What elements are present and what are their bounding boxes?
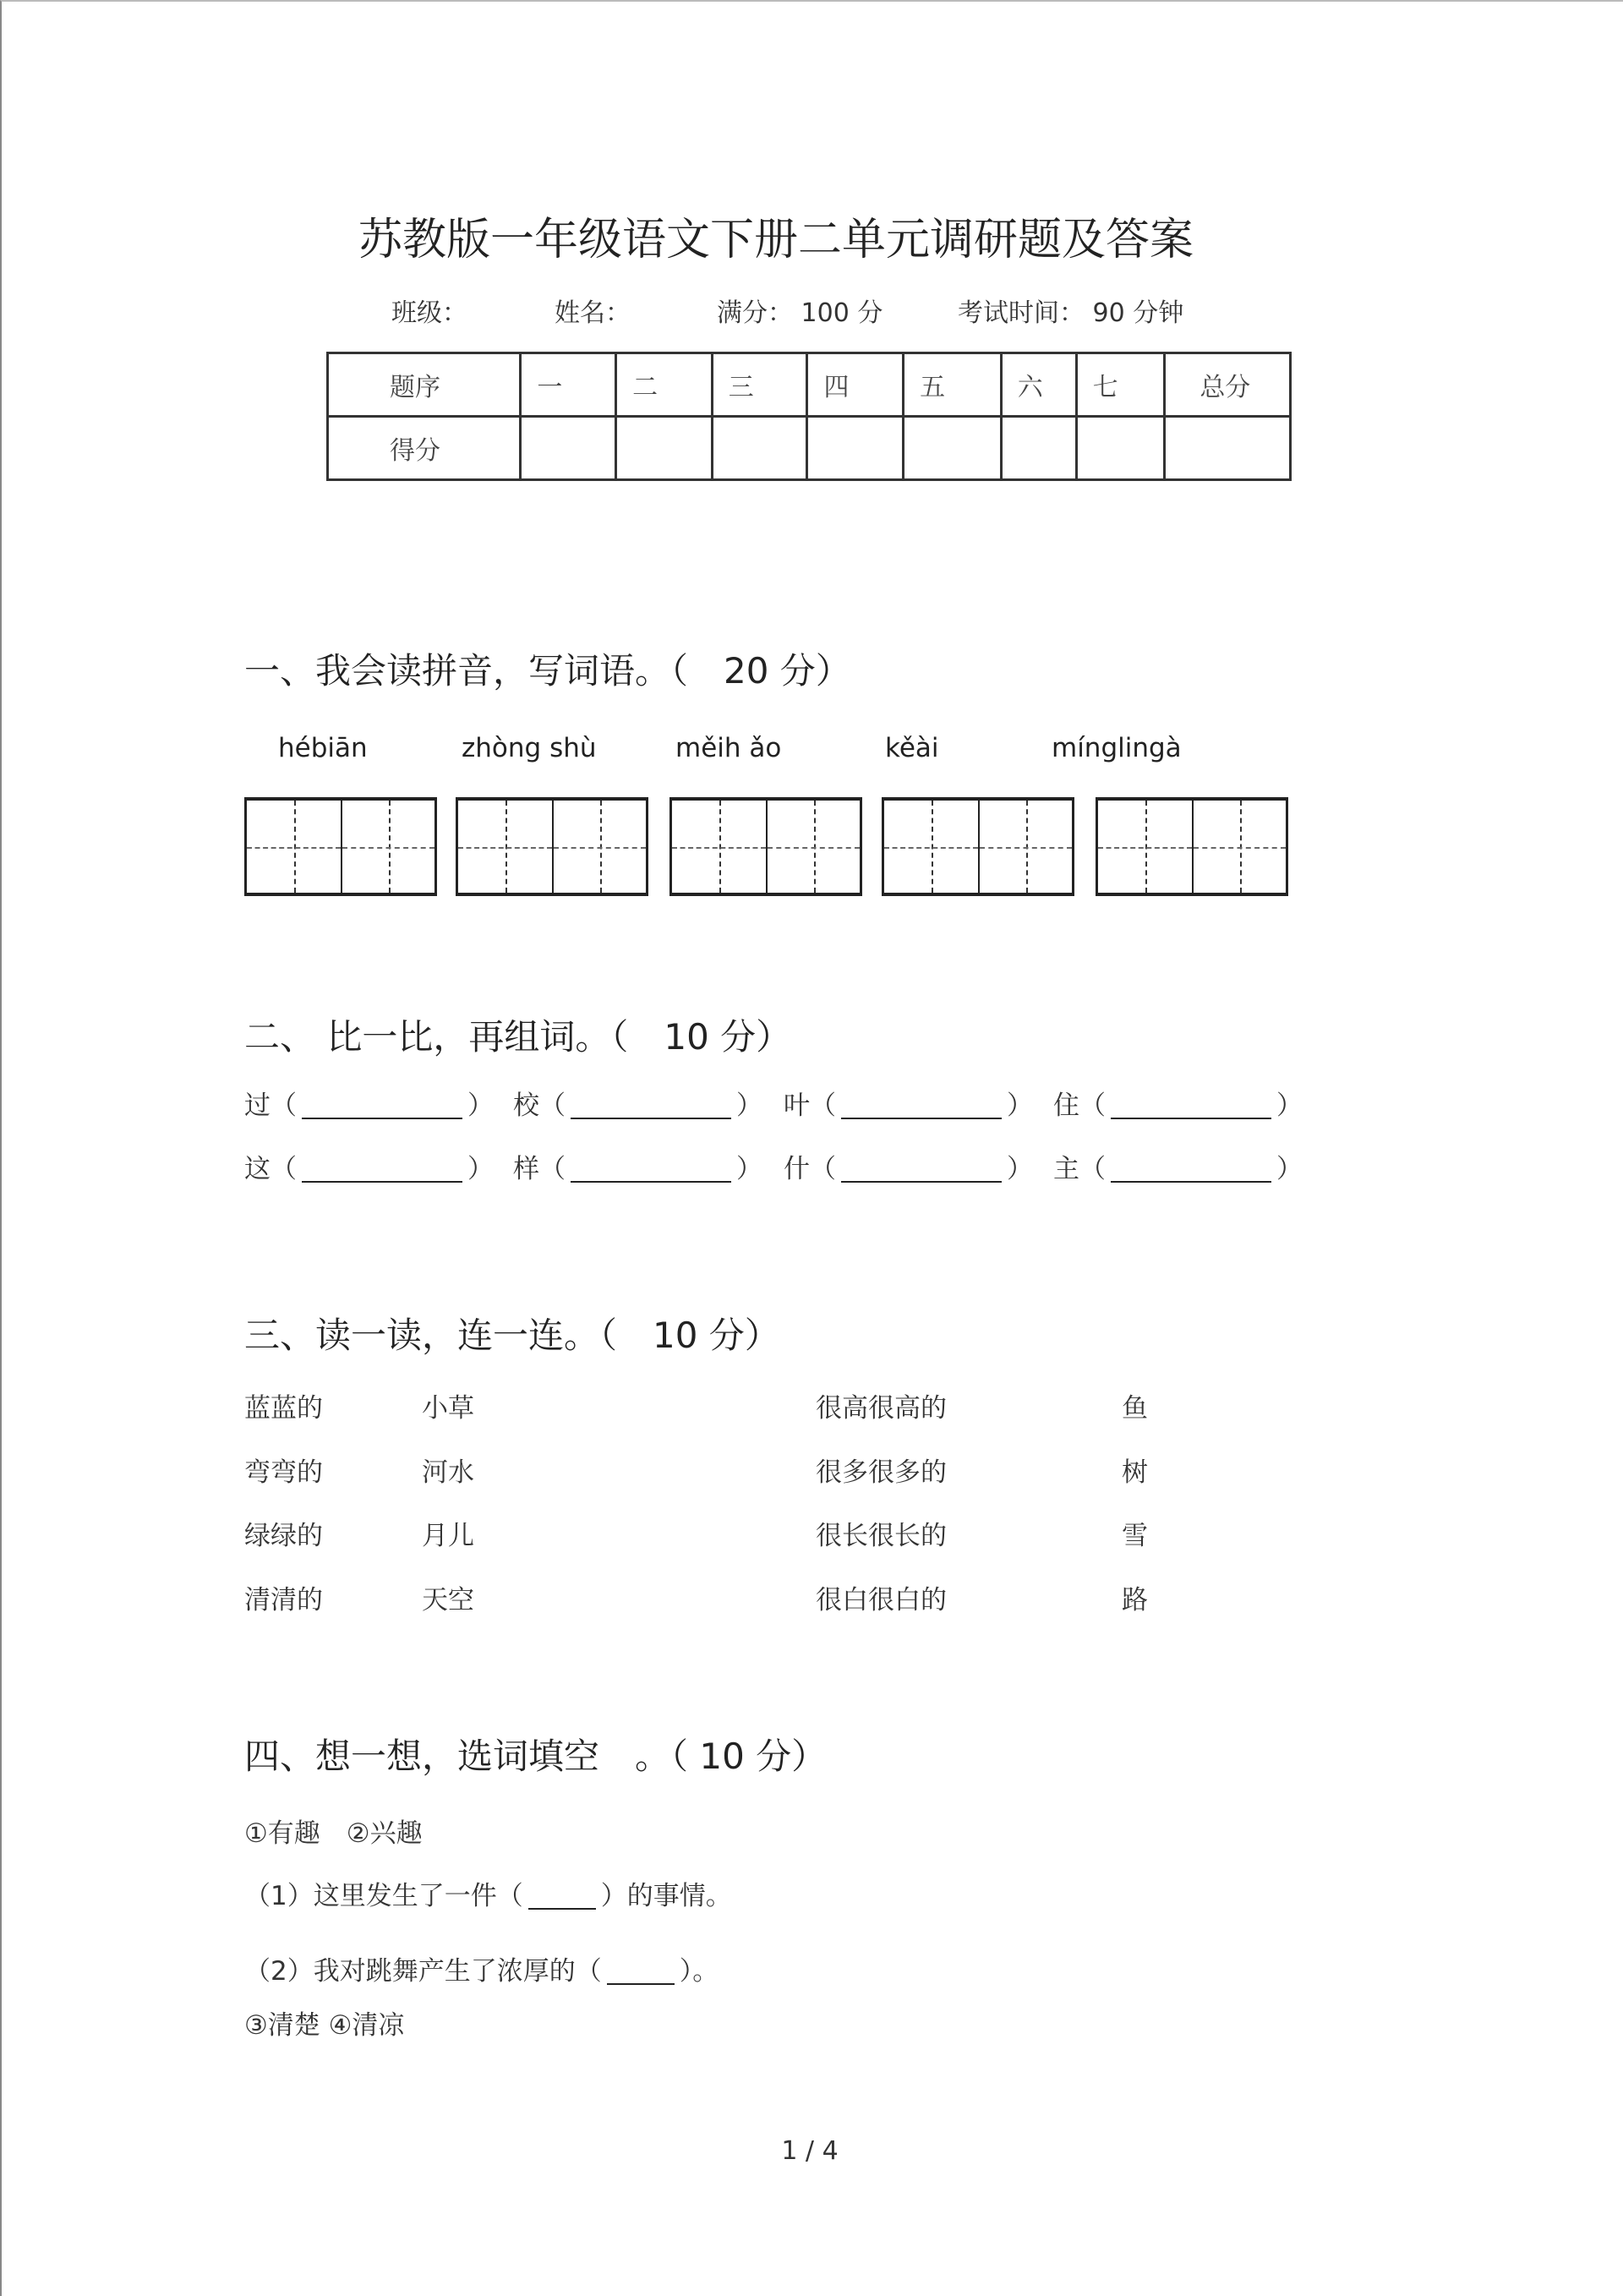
- match-item-left-b[interactable]: 天空: [422, 1585, 474, 1615]
- writing-grid[interactable]: [1096, 797, 1288, 896]
- answer-blank[interactable]: [571, 1157, 731, 1183]
- header-cell: 四: [807, 353, 904, 417]
- pinyin-5: mínglingà: [1052, 733, 1182, 763]
- writing-grid[interactable]: [882, 797, 1074, 896]
- pinyin-2: zhòng shù: [462, 733, 597, 763]
- answer-blank[interactable]: [841, 1094, 1002, 1119]
- match-item-right-b[interactable]: 雪: [1122, 1521, 1148, 1551]
- score-cell[interactable]: [1165, 417, 1291, 480]
- word-item: 什（ ）: [784, 1154, 1033, 1184]
- match-item-right-a[interactable]: 很白很白的: [816, 1585, 947, 1615]
- match-item-right-b[interactable]: 路: [1122, 1585, 1148, 1615]
- score-cell[interactable]: [807, 417, 904, 480]
- question-text: ）。: [679, 1956, 719, 1987]
- character: 这: [244, 1154, 270, 1184]
- score-cell[interactable]: [712, 417, 807, 480]
- word-options: ③清楚 ④清凉: [244, 2010, 405, 2041]
- section4-heading: 四、想一想，选词填空 。（ 10 分）: [244, 1736, 828, 1777]
- writing-grid[interactable]: [456, 797, 648, 896]
- score-cell[interactable]: [616, 417, 713, 480]
- match-item-right-b[interactable]: 鱼: [1122, 1393, 1148, 1424]
- score-cell[interactable]: [904, 417, 1002, 480]
- match-item-left-a[interactable]: 弯弯的: [244, 1457, 323, 1488]
- header-cell: 三: [712, 353, 807, 417]
- score-cell[interactable]: [521, 417, 616, 480]
- section1-heading: 一、我会读拼音，写词语。（ 20 分）: [244, 650, 851, 692]
- header-cell: 一: [521, 353, 616, 417]
- character: 住: [1053, 1091, 1079, 1121]
- word-item: 这（ ）: [244, 1154, 494, 1184]
- header-cell: 总分: [1165, 353, 1291, 417]
- character: 校: [513, 1091, 539, 1121]
- question-text: （1）这里发生了一件（: [244, 1881, 523, 1911]
- answer-blank[interactable]: [302, 1094, 462, 1119]
- class-label: 班级：: [391, 298, 467, 328]
- answer-blank[interactable]: [841, 1157, 1002, 1183]
- document-title: 苏教版一年级语文下册二单元调研题及答案: [358, 215, 1194, 265]
- header-cell: 七: [1076, 353, 1165, 417]
- score-cell[interactable]: [1076, 417, 1165, 480]
- word-item: 主（ ）: [1053, 1154, 1303, 1184]
- question-text: ）的事情。: [600, 1881, 732, 1911]
- word-item: 住（ ）: [1053, 1091, 1303, 1121]
- match-item-right-b[interactable]: 树: [1122, 1457, 1148, 1488]
- header-cell: 六: [1001, 353, 1076, 417]
- score-cell[interactable]: [1001, 417, 1076, 480]
- character: 过: [244, 1091, 270, 1121]
- pinyin-3: měih ǎo: [675, 733, 782, 763]
- score-table-header-row: [328, 353, 1291, 417]
- word-item: 样（ ）: [513, 1154, 762, 1184]
- header-cell: 五: [904, 353, 1002, 417]
- section2-heading: 二、 比一比，再组词。（ 10 分）: [244, 1016, 792, 1058]
- answer-blank[interactable]: [528, 1884, 596, 1910]
- match-item-left-b[interactable]: 小草: [422, 1393, 474, 1424]
- answer-blank[interactable]: [302, 1157, 462, 1183]
- score-table: [326, 352, 1292, 481]
- match-item-left-a[interactable]: 清清的: [244, 1585, 323, 1615]
- writing-grid[interactable]: [669, 797, 862, 896]
- section3-heading: 三、读一读，连一连。（ 10 分）: [244, 1315, 780, 1356]
- row-label: 得分: [328, 417, 521, 480]
- exam-time: 考试时间： 90 分钟: [958, 298, 1184, 328]
- answer-blank[interactable]: [1111, 1094, 1271, 1119]
- writing-grid[interactable]: [244, 797, 437, 896]
- match-item-right-a[interactable]: 很多很多的: [816, 1457, 947, 1488]
- question-1: [244, 1883, 732, 1910]
- word-options: ①有趣 ②兴趣: [244, 1818, 423, 1849]
- page-number: 1 / 4: [781, 2136, 839, 2166]
- match-item-left-b[interactable]: 月儿: [422, 1521, 474, 1551]
- match-item-right-a[interactable]: 很长很长的: [816, 1521, 947, 1551]
- question-2: [244, 1956, 719, 1987]
- word-item: 过（ ）: [244, 1091, 494, 1121]
- character: 什: [784, 1154, 810, 1184]
- header-cell: 二: [616, 353, 713, 417]
- word-item: 叶（ ）: [784, 1091, 1033, 1121]
- character: 叶: [784, 1091, 810, 1121]
- character: 样: [513, 1154, 539, 1184]
- pinyin-1: hébiān: [278, 733, 368, 763]
- character: 主: [1053, 1154, 1079, 1184]
- answer-blank[interactable]: [607, 1960, 675, 1985]
- match-item-left-b[interactable]: 河水: [422, 1457, 474, 1488]
- header-cell: 题序: [328, 353, 521, 417]
- word-item: 校（ ）: [513, 1091, 762, 1121]
- match-item-left-a[interactable]: 蓝蓝的: [244, 1393, 323, 1424]
- question-text: （2）我对跳舞产生了浓厚的（: [244, 1956, 602, 1987]
- answer-blank[interactable]: [571, 1094, 731, 1119]
- score-table-score-row: [328, 417, 1291, 480]
- match-item-right-a[interactable]: 很高很高的: [816, 1393, 947, 1424]
- match-item-left-a[interactable]: 绿绿的: [244, 1521, 323, 1551]
- answer-blank[interactable]: [1111, 1157, 1271, 1183]
- pinyin-4: kěài: [885, 733, 939, 763]
- full-score: 满分： 100 分: [717, 298, 883, 328]
- name-label: 姓名：: [555, 298, 631, 328]
